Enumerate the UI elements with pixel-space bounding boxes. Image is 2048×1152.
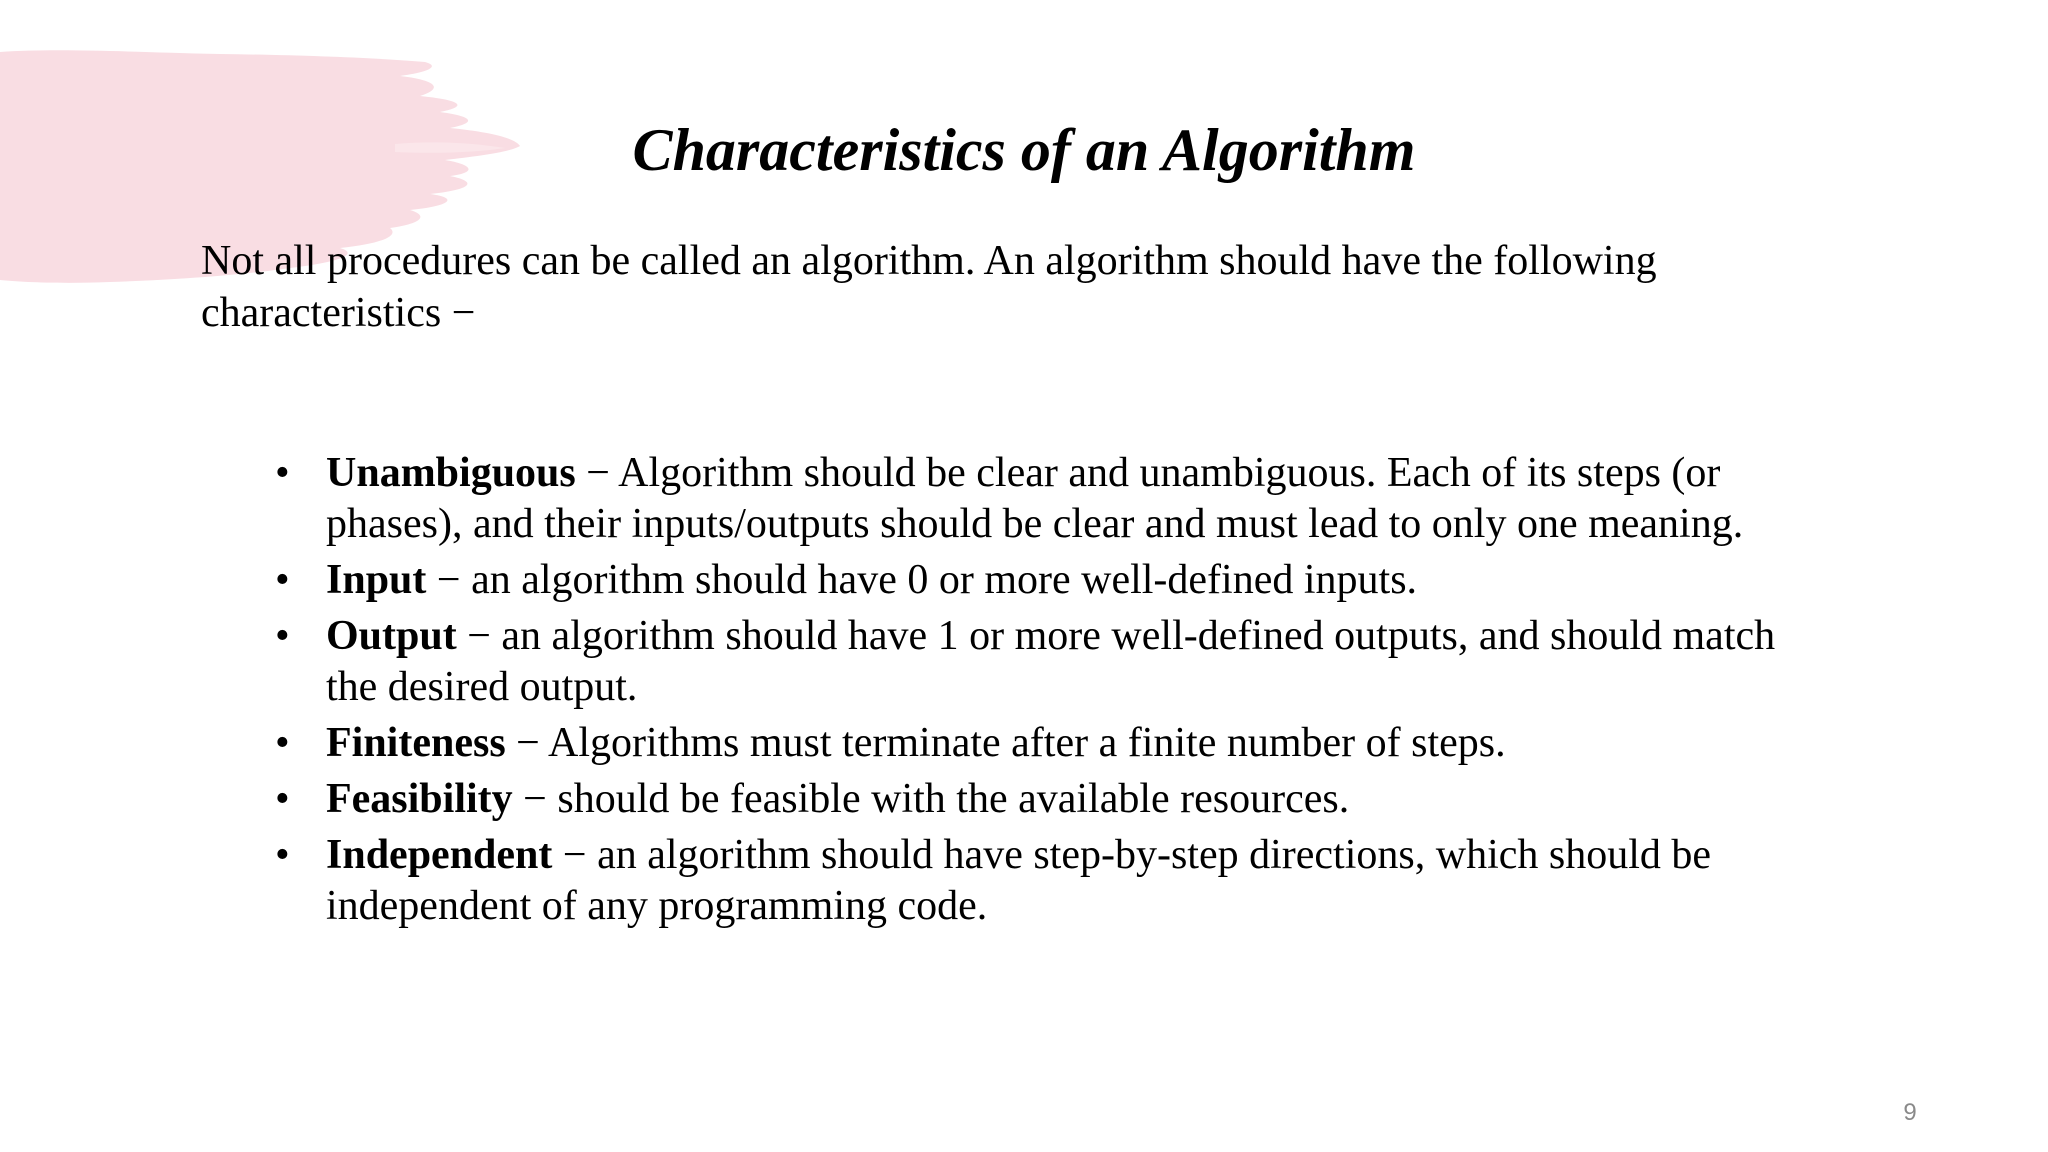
bullet-description: − should be feasible with the available resources. xyxy=(512,776,1350,822)
bullet-term: Input xyxy=(326,557,427,603)
list-item xyxy=(275,774,1826,825)
bullet-description: − Algorithms must terminate after a finite number of steps. xyxy=(505,720,1506,766)
bullet-description: − an algorithm should have 1 or more well-defined outputs, and should match the desired output. xyxy=(326,613,1776,710)
characteristics-list xyxy=(275,448,1826,937)
bullet-description: − Algorithm should be clear and unambiguous. Each of its steps (or phases), and their inputs/outputs should be clear and must lead to only one meaning. xyxy=(326,450,1744,547)
bullet-icon: • xyxy=(275,450,290,496)
bullet-icon: • xyxy=(275,776,290,822)
bullet-description: − an algorithm should have step-by-step directions, which should be independent of any programming code. xyxy=(326,832,1712,929)
list-item xyxy=(275,611,1826,713)
list-item xyxy=(275,448,1826,550)
bullet-term: Feasibility xyxy=(326,776,513,822)
bullet-icon: • xyxy=(275,832,290,878)
bullet-term: Finiteness xyxy=(326,720,506,766)
page-number: 9 xyxy=(1903,1099,1917,1126)
bullet-description: − an algorithm should have 0 or more well-defined inputs. xyxy=(426,557,1418,603)
bullet-icon: • xyxy=(275,557,290,603)
bullet-term: Independent xyxy=(326,832,553,878)
list-item xyxy=(275,830,1826,932)
list-item xyxy=(275,555,1826,606)
list-item xyxy=(275,718,1826,769)
intro-paragraph: Not all procedures can be called an algorithm. An algorithm should have the following characteristics − xyxy=(201,238,1657,336)
bullet-term: Unambiguous xyxy=(326,450,576,496)
bullet-icon: • xyxy=(275,720,290,766)
bullet-icon: • xyxy=(275,613,290,659)
bullet-term: Output xyxy=(326,613,457,659)
slide-title: Characteristics of an Algorithm xyxy=(632,117,1416,183)
